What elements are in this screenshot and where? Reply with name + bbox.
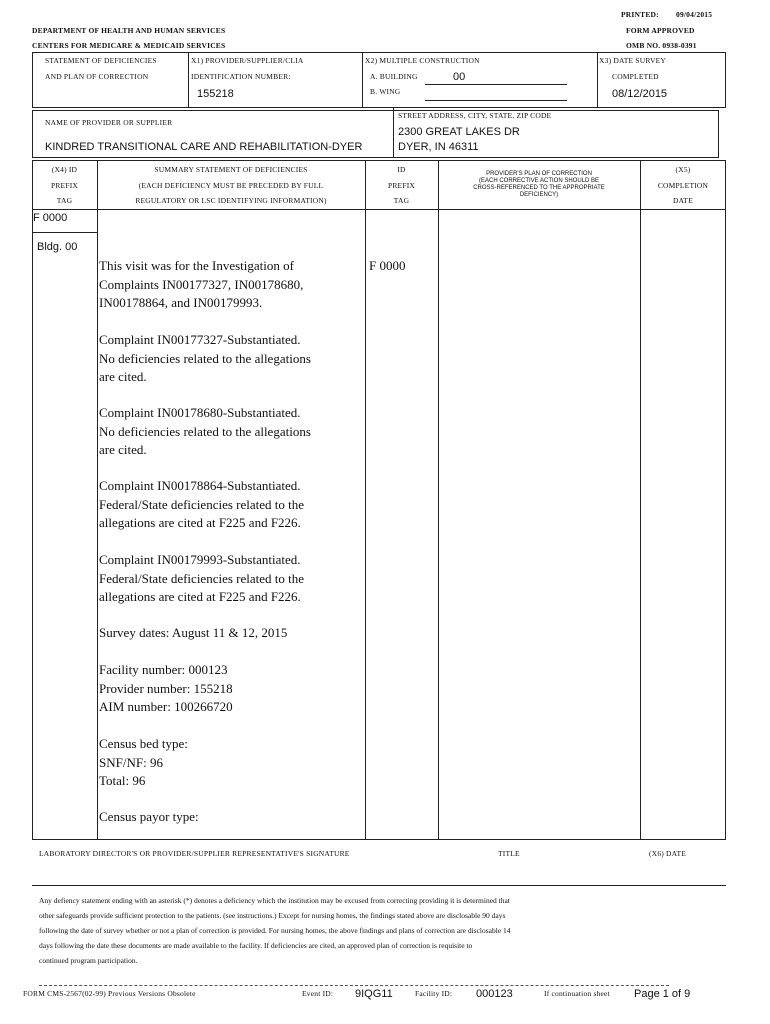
x3-label: X3) DATE SURVEY	[599, 56, 666, 65]
building-tag: Bldg. 00	[37, 241, 81, 253]
provider-name-label: NAME OF PROVIDER OR SUPPLIER	[45, 118, 173, 127]
event-id-value: 9IQG11	[355, 988, 393, 1000]
printed-date: 09/04/2015	[676, 10, 713, 19]
facility-id-value: 000123	[476, 988, 513, 1000]
statement-label-2: AND PLAN OF CORRECTION	[45, 72, 149, 81]
x5-header-3: DATE	[673, 196, 693, 205]
x5-header-1: (X5)	[675, 165, 691, 174]
department-name: DEPARTMENT OF HEALTH AND HUMAN SERVICES	[32, 26, 226, 35]
paragraph-census-payor: Census payor type:	[99, 809, 199, 824]
summary-header-2: (EACH DEFICIENCY MUST BE PRECEDED BY FULL	[138, 181, 324, 190]
address-line-2: DYER, IN 46311	[398, 141, 479, 153]
x1-label-2: IDENTIFICATION NUMBER:	[191, 72, 291, 81]
wing-label: B. WING	[370, 87, 401, 96]
form-approved: FORM APPROVED	[626, 26, 695, 35]
x2-label: X2) MULTIPLE CONSTRUCTION	[365, 56, 480, 65]
form-number: FORM CMS-2567(02-99) Previous Versions Obsolete	[23, 989, 196, 998]
continuation-label: If continuation sheet	[544, 989, 610, 998]
x4-header-3: TAG	[56, 196, 73, 205]
x5-header-2: COMPLETION	[657, 181, 709, 190]
plan-header-2: (EACH CORRECTIVE ACTION SHOULD BE	[478, 178, 600, 184]
provider-id-value: 155218	[197, 88, 234, 100]
building-value: 00	[453, 71, 466, 83]
signature-label: LABORATORY DIRECTOR'S OR PROVIDER/SUPPLIER REPRESENTATIVE'S SIGNATURE	[39, 849, 350, 858]
facility-id-label: Facility ID:	[415, 989, 453, 998]
x4-header-1: (X4) ID	[51, 165, 78, 174]
omb-number: OMB NO. 0938-0391	[626, 41, 697, 50]
id-prefix-tag: F 0000	[369, 258, 406, 273]
id-header-1: ID	[397, 165, 406, 174]
title-label: TITLE	[498, 849, 520, 858]
printed-label: PRINTED:	[621, 10, 659, 19]
centers-name: CENTERS FOR MEDICARE & MEDICAID SERVICES	[32, 41, 226, 50]
prefix-tag: F 0000	[33, 212, 71, 224]
paragraph-survey-dates: Survey dates: August 11 & 12, 2015	[99, 625, 288, 640]
plan-header-4: DEFICIENCY)	[519, 192, 559, 198]
date-label: (X6) DATE	[649, 849, 687, 858]
statement-label-1: STATEMENT OF DEFICIENCIES	[45, 56, 157, 65]
paragraph-complaint-1: Complaint IN00177327-Substantiated. No deficiencies related to the allegations are cited.	[99, 332, 311, 384]
plan-header-1: PROVIDER'S PLAN OF CORRECTION	[486, 171, 592, 177]
id-header-3: TAG	[393, 196, 410, 205]
paragraph-complaint-2: Complaint IN00178680-Substantiated. No deficiencies related to the allegations are cited.	[99, 405, 311, 457]
plan-header	[438, 171, 640, 199]
paragraph-facility-numbers: Facility number: 000123 Provider number: 155218 AIM number: 100266720	[99, 662, 233, 714]
paragraph-census-bed: Census bed type: SNF/NF: 96 Total: 96	[99, 736, 188, 788]
paragraph-visit: This visit was for the Investigation of Complaints IN00177327, IN00178680, IN00178864, and IN00179993.	[99, 258, 304, 310]
summary-header-3: REGULATORY OR LSC IDENTIFYING INFORMATION)	[135, 196, 327, 205]
provider-name-value: KINDRED TRANSITIONAL CARE AND REHABILITATION-DYER	[45, 141, 363, 153]
summary-header-1: SUMMARY STATEMENT OF DEFICIENCIES	[154, 165, 308, 174]
x1-label: X1) PROVIDER/SUPPLIER/CLIA	[191, 56, 304, 65]
event-id-label: Event ID:	[302, 989, 334, 998]
plan-header-3: CROSS-REFERENCED TO THE APPROPRIATE	[473, 185, 605, 191]
address-line-1: 2300 GREAT LAKES DR	[398, 126, 520, 138]
disclaimer: Any defiency statement ending with an asterisk (*) denotes a deficiency which the institution may be excused from correcting providing it is determined that other safeguards provide sufficient protection to the patients. (see instructions.) Except for nursing homes, the findings stated above are disclosable 90 days following the date of survey whether or not a plan of correction is provided. For nursing homes, the above findings and plans of correction are disclosable 14 days following the date these documents are made available to the facility. If deficiencies are cited, an approved plan of correction is requisite to continued program participation.	[39, 896, 511, 965]
x4-header-2: PREFIX	[50, 181, 79, 190]
paragraph-complaint-3: Complaint IN00178864-Substantiated. Federal/State deficiencies related to the allegations are cited at F225 and F226.	[99, 478, 305, 530]
survey-date-value: 08/12/2015	[612, 88, 668, 100]
x3-label-2: COMPLETED	[612, 72, 659, 81]
paragraph-complaint-4: Complaint IN00179993-Substantiated. Federal/State deficiencies related to the allegations are cited at F225 and F226.	[99, 552, 305, 604]
building-label: A. BUILDING	[370, 72, 418, 81]
id-header-2: PREFIX	[387, 181, 416, 190]
page-number: Page 1 of 9	[634, 988, 691, 1000]
address-label: STREET ADDRESS, CITY, STATE, ZIP CODE	[398, 111, 552, 120]
